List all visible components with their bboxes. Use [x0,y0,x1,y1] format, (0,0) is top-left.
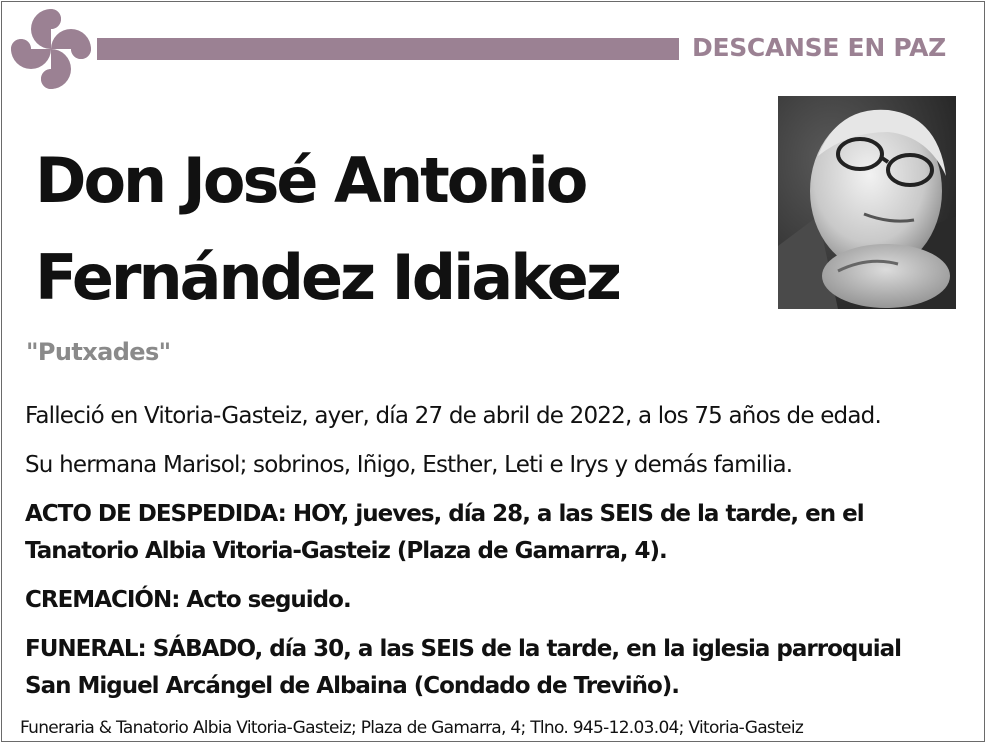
family-notice: Su hermana Marisol; sobrinos, Iñigo, Esther, Leti e Irys y demás familia. [25,452,793,478]
portrait-image [778,96,956,309]
farewell-line-2: Tanatorio Albia Vitoria-Gasteiz (Plaza de Gamarra, 4). [25,538,667,564]
footer-contact: Funeraria & Tanatorio Albia Vitoria-Gasteiz; Plaza de Gamarra, 4; Tlno. 945-12.03.04; Vitoria-Gasteiz [20,718,804,738]
funeral-line-1: FUNERAL: SÁBADO, día 30, a las SEIS de la tarde, en la iglesia parroquial [25,636,902,662]
farewell-line-1: ACTO DE DESPEDIDA: HOY, jueves, día 28, a las SEIS de la tarde, en el [25,501,864,527]
obituary-body [25,398,970,705]
lauburu-icon [10,8,92,90]
cremation-notice: CREMACIÓN: Acto seguido. [25,587,351,613]
death-notice: Falleció en Vitoria-Gasteiz, ayer, día 27 de abril de 2022, a los 75 años de edad. [25,403,881,429]
deceased-name [35,132,775,326]
nickname: "Putxades" [26,338,171,366]
funeral-line-2: San Miguel Arcángel de Albaina (Condado de Treviño). [25,673,680,699]
name-line-1: Don José Antonio [35,144,586,217]
header-bar [97,38,679,60]
header-label: DESCANSE EN PAZ [692,33,946,62]
portrait-photo [778,96,956,309]
name-line-2: Fernández Idiakez [35,241,619,314]
